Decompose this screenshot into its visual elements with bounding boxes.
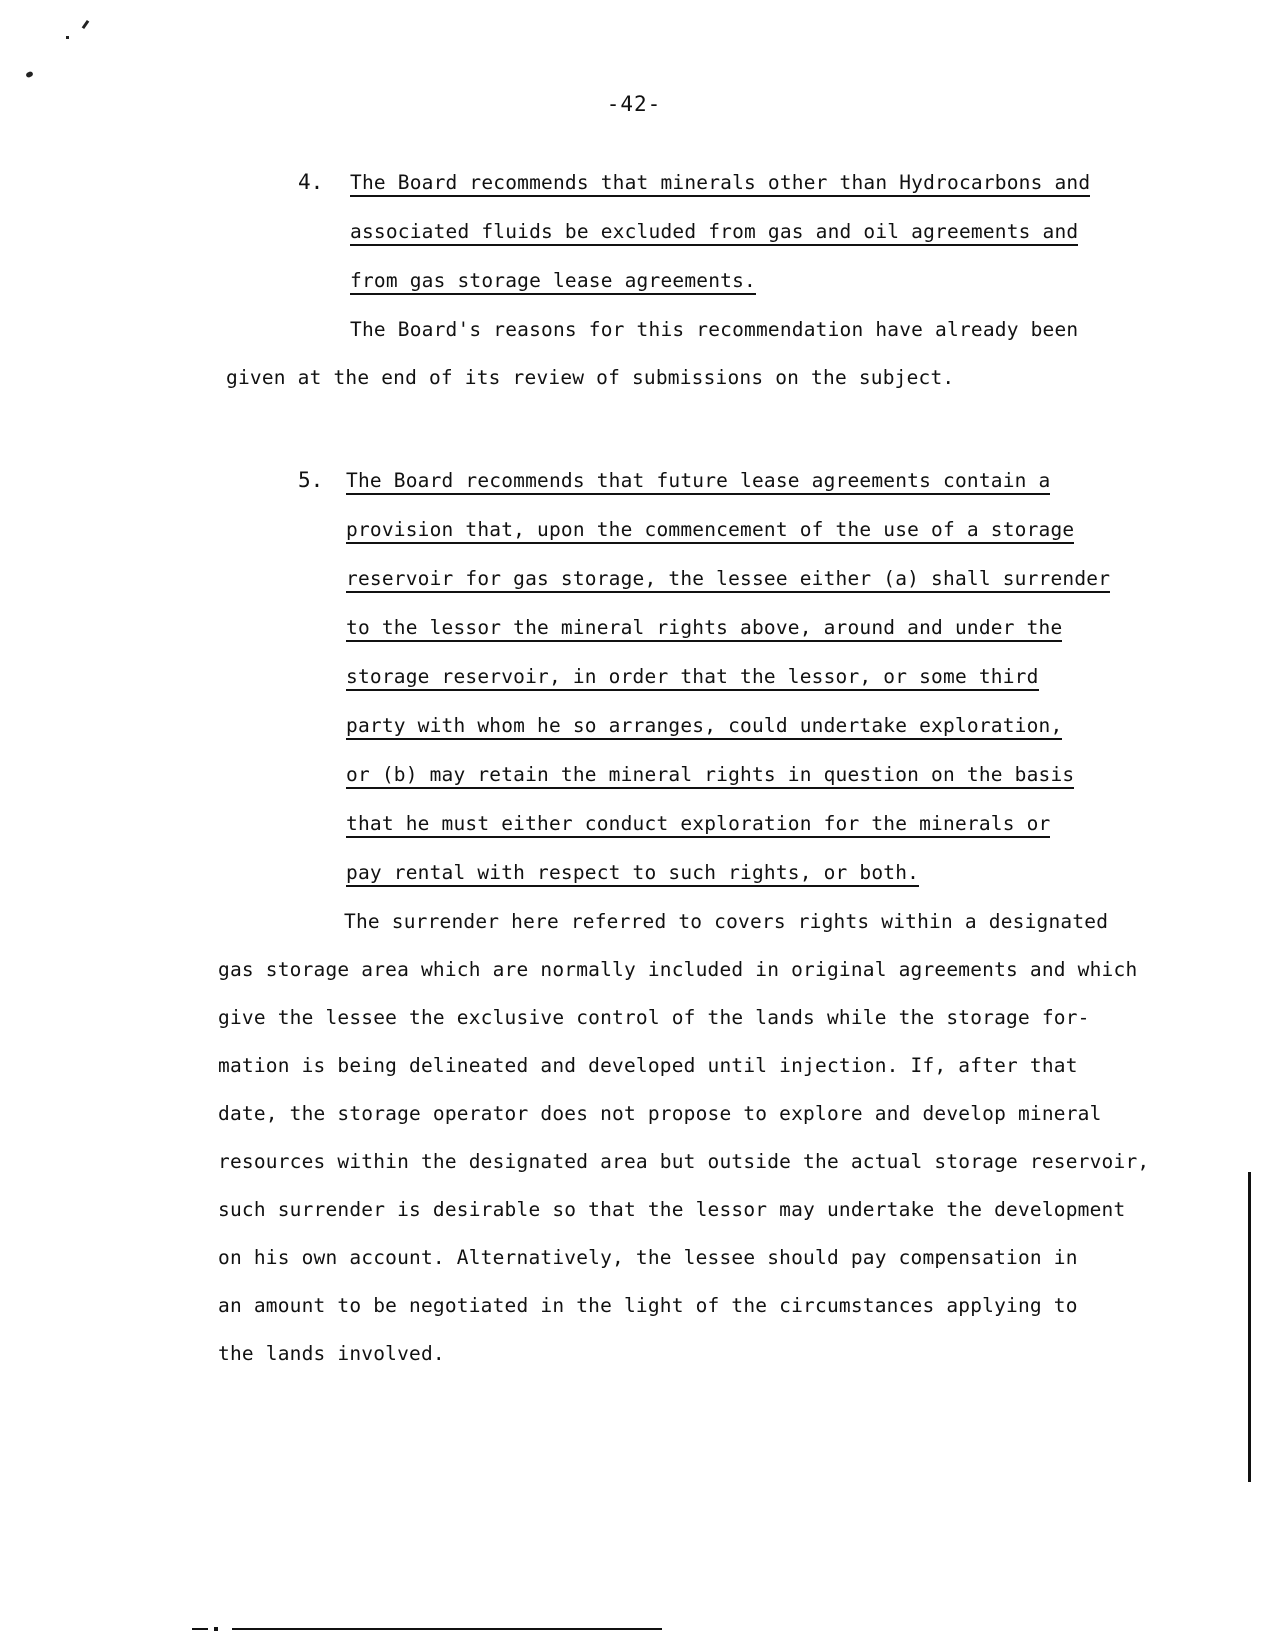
recommendation-line bbox=[350, 171, 1090, 194]
explanation-line: mation is being delineated and developed until injection. If, after that bbox=[218, 1054, 1078, 1077]
explanation-line: the lands involved. bbox=[218, 1342, 445, 1365]
recommendation-text: provision that, upon the commencement of the use of a storage bbox=[346, 518, 1074, 544]
recommendation-text: reservoir for gas storage, the lessee either (a) shall surrender bbox=[346, 567, 1110, 593]
recommendation-line bbox=[346, 714, 1062, 737]
scan-mark bbox=[82, 20, 90, 29]
explanation-line: The surrender here referred to covers rights within a designated bbox=[344, 910, 1109, 933]
recommendation-line bbox=[346, 665, 1039, 688]
footer-dash bbox=[192, 1628, 208, 1630]
recommendation-text: from gas storage lease agreements. bbox=[350, 269, 756, 295]
explanation-line: given at the end of its review of submissions on the subject. bbox=[226, 366, 955, 389]
recommendation-line bbox=[346, 567, 1110, 590]
explanation-line: an amount to be negotiated in the light of the circumstances applying to bbox=[218, 1294, 1078, 1317]
recommendation-text: storage reservoir, in order that the lessor, or some third bbox=[346, 665, 1039, 691]
footer-dot bbox=[214, 1627, 218, 1631]
recommendation-number: 5. bbox=[298, 468, 324, 492]
recommendation-line bbox=[346, 518, 1074, 541]
margin-bar bbox=[1248, 1172, 1251, 1482]
recommendation-text: associated fluids be excluded from gas and oil agreements and bbox=[350, 220, 1078, 246]
recommendation-line bbox=[346, 763, 1074, 786]
recommendation-text: party with whom he so arranges, could undertake exploration, bbox=[346, 714, 1062, 740]
explanation-line: The Board's reasons for this recommendation have already been bbox=[350, 318, 1079, 341]
recommendation-line bbox=[346, 469, 1050, 492]
recommendation-line bbox=[346, 861, 919, 884]
footer-rule bbox=[232, 1628, 662, 1630]
explanation-line: gas storage area which are normally included in original agreements and which bbox=[218, 958, 1138, 981]
recommendation-number: 4. bbox=[298, 170, 324, 194]
recommendation-line bbox=[350, 220, 1078, 243]
scan-mark bbox=[25, 71, 33, 78]
explanation-line: such surrender is desirable so that the lessor may undertake the development bbox=[218, 1198, 1126, 1221]
recommendation-text: to the lessor the mineral rights above, around and under the bbox=[346, 616, 1062, 642]
recommendation-text: The Board recommends that future lease agreements contain a bbox=[346, 469, 1050, 495]
explanation-line: date, the storage operator does not propose to explore and develop mineral bbox=[218, 1102, 1102, 1125]
recommendation-text: pay rental with respect to such rights, or both. bbox=[346, 861, 919, 887]
page-number: -42- bbox=[606, 92, 662, 116]
explanation-line: on his own account. Alternatively, the lessee should pay compensation in bbox=[218, 1246, 1078, 1269]
scan-mark bbox=[66, 36, 69, 39]
recommendation-text: that he must either conduct exploration for the minerals or bbox=[346, 812, 1050, 838]
recommendation-text: The Board recommends that minerals other than Hydrocarbons and bbox=[350, 171, 1090, 197]
recommendation-line bbox=[350, 269, 756, 292]
recommendation-line bbox=[346, 616, 1062, 639]
explanation-line: resources within the designated area but outside the actual storage reservoir, bbox=[218, 1150, 1150, 1173]
explanation-line: give the lessee the exclusive control of the lands while the storage for- bbox=[218, 1006, 1090, 1029]
recommendation-text: or (b) may retain the mineral rights in question on the basis bbox=[346, 763, 1074, 789]
recommendation-line bbox=[346, 812, 1050, 835]
